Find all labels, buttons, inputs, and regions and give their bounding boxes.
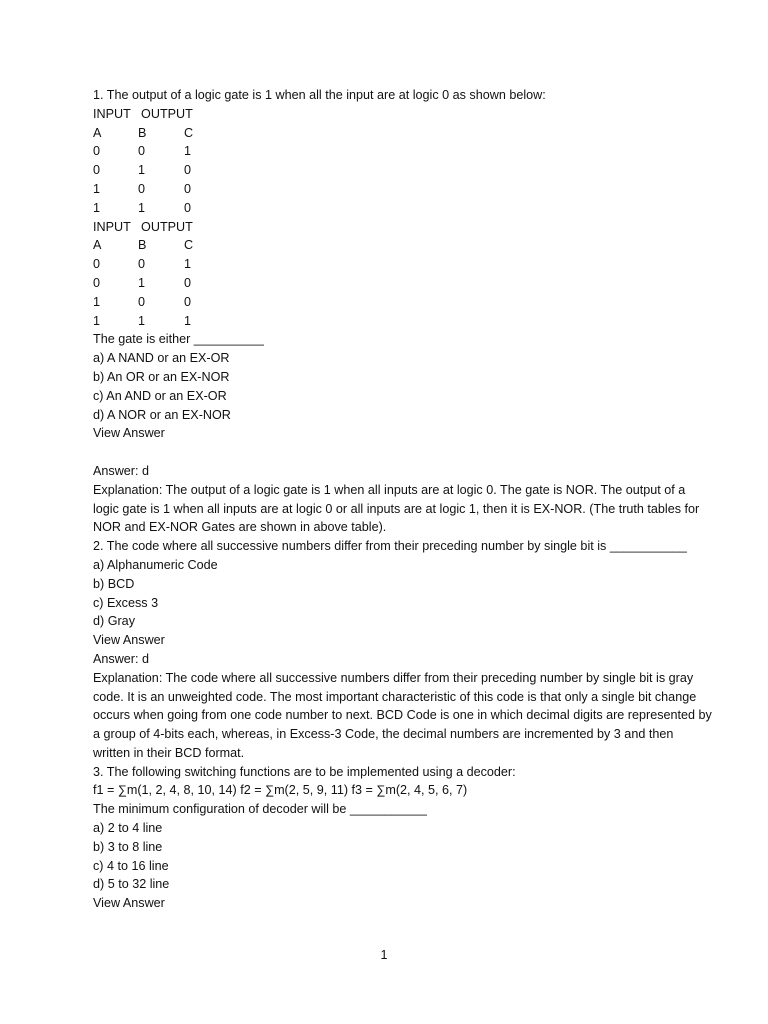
table-cell: 0 <box>184 275 192 290</box>
table-cell: 0 <box>93 144 101 159</box>
table-row <box>93 124 713 143</box>
page-number: 1 <box>380 948 388 962</box>
table-cell: 1 <box>138 163 146 178</box>
view-answer-link[interactable]: View Answer <box>93 426 165 441</box>
table-cell: 1 <box>184 144 192 159</box>
table-cell: 1 <box>93 313 101 328</box>
option-b: b) An OR or an EX-NOR <box>93 369 230 384</box>
table-row <box>93 236 713 255</box>
table-cell: 0 <box>93 257 101 272</box>
table-cell: C <box>184 125 194 140</box>
question-1: 1. The output of a logic gate is 1 when all the input are at logic 0 as shown below: <box>93 88 546 102</box>
table-cell: 1 <box>93 200 101 215</box>
table-row <box>93 199 713 218</box>
table-row <box>93 274 713 293</box>
table-cell: 1 <box>138 313 146 328</box>
table-row <box>93 312 713 331</box>
option-a: a) 2 to 4 line <box>93 821 163 836</box>
table-header: INPUT OUTPUT <box>93 106 193 121</box>
table-cell: 0 <box>184 163 192 178</box>
table-cell: 0 <box>184 294 192 309</box>
explanation: Explanation: The code where all successive numbers differ from their preceding number by single bit is gray code. It is an unweighted code. The most important characteristic of this code is that only a single bit change occurs when going from one code number to next. BCD Code is one in which decimal digits are represented by a group of 4-bits each, whereas, in Excess-3 Code, the decimal numbers are incremented by 3 and then written in their BCD format. <box>93 670 712 760</box>
table-cell: 1 <box>93 294 101 309</box>
switching-functions: f1 = ∑m(1, 2, 4, 8, 10, 14) f2 = ∑m(2, 5, 9, 11) f3 = ∑m(2, 4, 5, 6, 7) <box>93 783 468 798</box>
table-row <box>93 142 713 161</box>
answer: Answer: d <box>93 651 149 666</box>
option-b: b) BCD <box>93 576 135 591</box>
view-answer-link[interactable]: View Answer <box>93 633 165 648</box>
option-b: b) 3 to 8 line <box>93 839 163 854</box>
table-row <box>93 293 713 312</box>
table-cell: A <box>93 125 102 140</box>
document-body <box>93 86 713 913</box>
table-row <box>93 180 713 199</box>
option-d: d) Gray <box>93 614 135 629</box>
option-d: d) A NOR or an EX-NOR <box>93 407 231 422</box>
table-cell: 1 <box>138 200 146 215</box>
option-d: d) 5 to 32 line <box>93 877 170 892</box>
table-cell: 0 <box>93 163 101 178</box>
table-cell: C <box>184 238 194 253</box>
option-a: a) Alphanumeric Code <box>93 557 218 572</box>
spacer <box>93 443 713 462</box>
table-cell: 1 <box>184 257 192 272</box>
question-2: 2. The code where all successive numbers differ from their preceding number by single bit is ___________ <box>93 539 687 554</box>
explanation: Explanation: The output of a logic gate is 1 when all inputs are at logic 0. The gate is NOR. The output of a logic gate is 1 when all inputs are at logic 0 or all inputs are at logic 1, then it is EX-NOR. (The truth tables for NOR and EX-NOR Gates are shown in above table). <box>93 482 700 535</box>
table-row <box>93 255 713 274</box>
table-row <box>93 161 713 180</box>
question-3-prompt: The minimum configuration of decoder will be ___________ <box>93 802 427 817</box>
table-cell: 0 <box>184 181 192 196</box>
option-c: c) Excess 3 <box>93 595 159 610</box>
table-cell: 1 <box>184 313 192 328</box>
question-3: 3. The following switching functions are to be implemented using a decoder: <box>93 764 516 779</box>
table-cell: 0 <box>138 257 146 272</box>
table-cell: B <box>138 238 147 253</box>
table-cell: 1 <box>138 275 146 290</box>
table-cell: 0 <box>93 275 101 290</box>
answer: Answer: d <box>93 463 149 478</box>
table-cell: A <box>93 238 102 253</box>
question-1-prompt: The gate is either __________ <box>93 332 264 347</box>
table-cell: 1 <box>93 181 101 196</box>
truth-table-nor <box>93 105 713 218</box>
option-c: c) 4 to 16 line <box>93 858 169 873</box>
table-header: INPUT OUTPUT <box>93 219 193 234</box>
view-answer-link[interactable]: View Answer <box>93 896 165 911</box>
table-cell: 0 <box>138 294 146 309</box>
table-cell: 0 <box>138 181 146 196</box>
truth-table-exnor <box>93 218 713 331</box>
table-cell: 0 <box>184 200 192 215</box>
option-a: a) A NAND or an EX-OR <box>93 351 230 366</box>
table-cell: B <box>138 125 147 140</box>
option-c: c) An AND or an EX-OR <box>93 388 227 403</box>
table-cell: 0 <box>138 144 146 159</box>
